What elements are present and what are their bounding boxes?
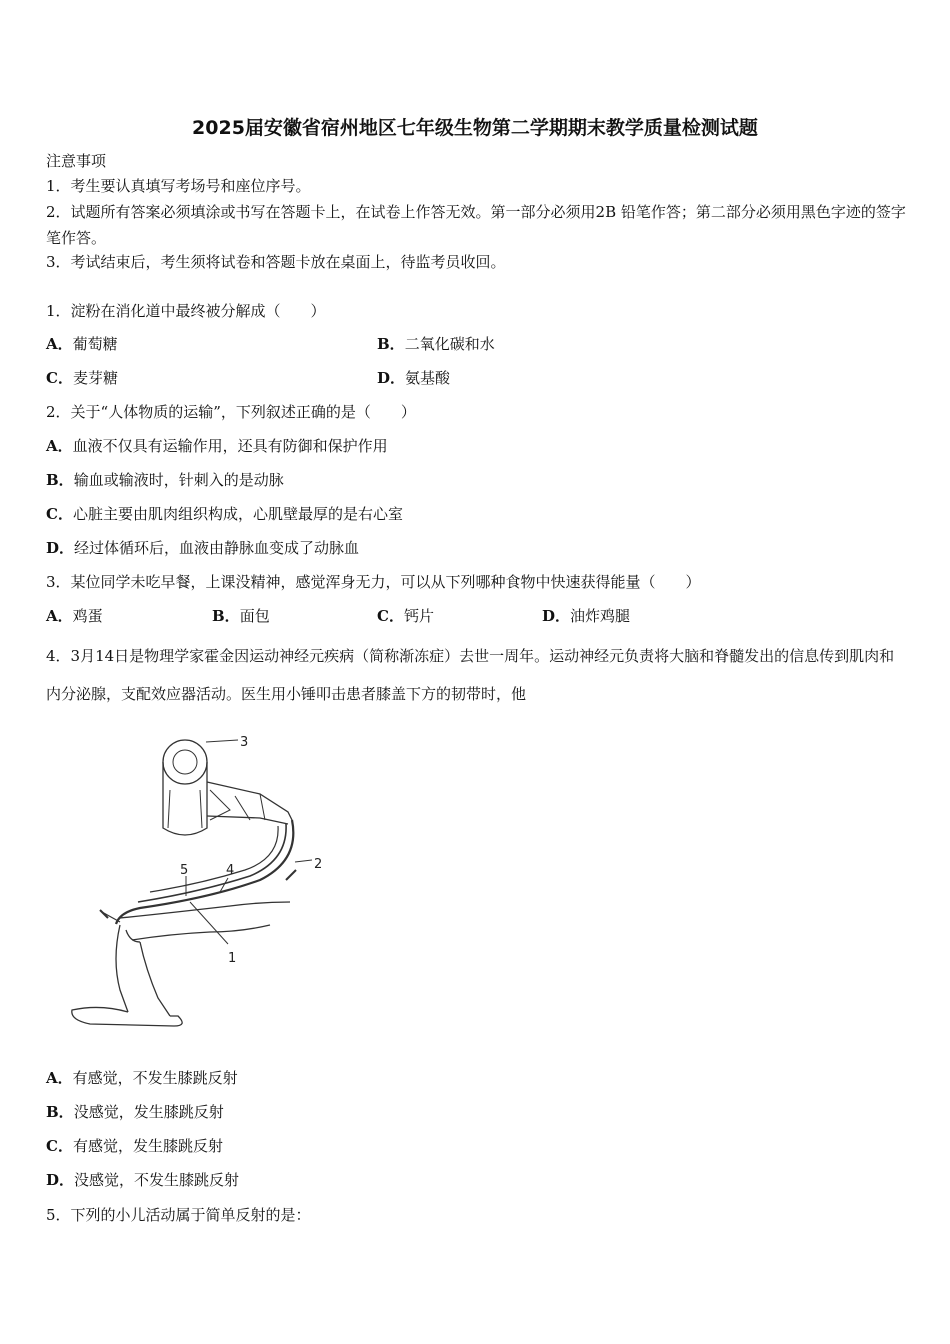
figure-label-1: 1 xyxy=(228,951,237,966)
option-text: 血液不仅具有运输作用，还具有防御和保护作用 xyxy=(72,437,388,455)
option-letter: C． xyxy=(377,607,404,625)
option-letter: A． xyxy=(46,437,73,455)
option-letter: C． xyxy=(46,369,73,387)
option xyxy=(212,606,270,626)
option-letter: C． xyxy=(46,505,73,523)
option xyxy=(46,1068,238,1088)
option-letter: A． xyxy=(46,1069,73,1087)
option xyxy=(377,368,450,388)
option-letter: A． xyxy=(46,607,73,625)
option xyxy=(46,470,284,490)
option-text: 面包 xyxy=(239,607,270,625)
option xyxy=(46,1136,223,1156)
question-stem: 5．下列的小儿活动属于简单反射的是： xyxy=(46,1206,311,1224)
option xyxy=(377,606,434,626)
option xyxy=(377,334,495,354)
option-letter: D． xyxy=(377,369,406,387)
question-stem: 3．某位同学未吃早餐，上课没精神，感觉浑身无力，可以从下列哪种食物中快速获得能量（ ） xyxy=(46,573,701,591)
option xyxy=(46,436,388,456)
notice-item: 1．考生要认真填写考场号和座位序号。 xyxy=(46,177,311,195)
question-stem: 1．淀粉在消化道中最终被分解成（ ） xyxy=(46,302,326,320)
question-stem: 4．3月14日是物理学家霍金因运动神经元疾病（简称渐冻症）去世一周年。运动神经元负责将大脑和脊髓发出的信息传到肌肉和内分泌腺，支配效应器活动。医生用小锤叩击患者膝盖下方的韧带时，他 xyxy=(46,647,895,703)
reflex-arc-diagram xyxy=(60,720,340,1040)
option-text: 钙片 xyxy=(403,607,434,625)
option-letter: C． xyxy=(46,1137,73,1155)
option-text: 油炸鸡腿 xyxy=(570,607,631,625)
option-letter: D． xyxy=(46,539,75,557)
option-text: 没感觉，发生膝跳反射 xyxy=(73,1103,224,1121)
option xyxy=(46,504,403,524)
option-text: 麦芽糖 xyxy=(72,369,118,387)
option xyxy=(46,1170,239,1190)
option-text: 有感觉，不发生膝跳反射 xyxy=(72,1069,238,1087)
option-text: 有感觉，发生膝跳反射 xyxy=(72,1137,223,1155)
option-text: 心脏主要由肌肉组织构成，心肌壁最厚的是右心室 xyxy=(72,505,403,523)
page-title: 2025届安徽省宿州地区七年级生物第二学期期末教学质量检测试题 xyxy=(192,117,758,139)
option-letter: D． xyxy=(542,607,571,625)
option xyxy=(46,606,103,626)
notice-item: 2．试题所有答案必须填涂或书写在答题卡上，在试卷上作答无效。第一部分必须用2B 铅笔作答；第二部分必须用黑色字迹的签字笔作答。 xyxy=(46,203,906,247)
option-letter: D． xyxy=(46,1171,75,1189)
option-letter: B． xyxy=(377,335,405,353)
option-letter: B． xyxy=(46,1103,74,1121)
figure-label-5: 5 xyxy=(180,863,189,878)
notice-heading: 注意事项 xyxy=(46,152,107,170)
option xyxy=(46,334,118,354)
option-text: 鸡蛋 xyxy=(72,607,103,625)
option xyxy=(542,606,630,626)
option-letter: A． xyxy=(46,335,73,353)
figure-label-4: 4 xyxy=(226,863,235,878)
option xyxy=(46,1102,224,1122)
option-letter: B． xyxy=(212,607,240,625)
option-text: 二氧化碳和水 xyxy=(404,335,495,353)
option-text: 氨基酸 xyxy=(405,369,451,387)
option-text: 葡萄糖 xyxy=(72,335,118,353)
option-text: 输血或输液时，针刺入的是动脉 xyxy=(73,471,284,489)
question-stem: 2．关于“人体物质的运输”，下列叙述正确的是（ ） xyxy=(46,403,416,421)
notice-item: 3．考试结束后，考生须将试卷和答题卡放在桌面上，待监考员收回。 xyxy=(46,253,506,271)
option xyxy=(46,538,359,558)
option-text: 没感觉，不发生膝跳反射 xyxy=(74,1171,240,1189)
figure-label-3: 3 xyxy=(240,735,249,750)
option-letter: B． xyxy=(46,471,74,489)
option xyxy=(46,368,118,388)
option-text: 经过体循环后，血液由静脉血变成了动脉血 xyxy=(74,539,360,557)
figure-label-2: 2 xyxy=(314,857,323,872)
